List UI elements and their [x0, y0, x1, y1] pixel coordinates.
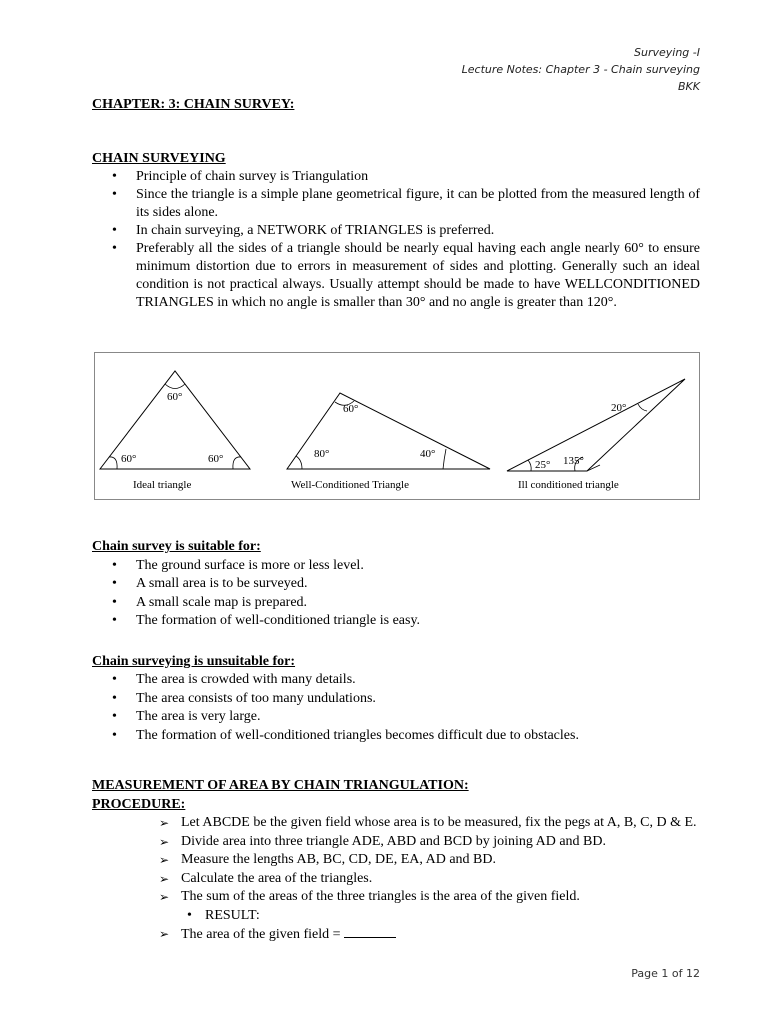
ill-triangle — [507, 379, 685, 471]
procedure-heading: PROCEDURE: — [92, 796, 186, 812]
ill-caption: Ill conditioned triangle — [518, 479, 619, 491]
ill-arc-left — [528, 460, 531, 471]
ideal-right-angle: 60° — [208, 453, 224, 465]
list-item: • The area consists of too many undulations. — [92, 690, 700, 709]
list-item: ➢ The sum of the areas of the three triangles is the area of the given field. — [92, 888, 700, 907]
well-top-angle: 60° — [343, 403, 359, 415]
suitable-heading: Chain survey is suitable for: — [92, 539, 261, 554]
ill-left-angle: 25° — [535, 459, 551, 471]
list-item: • The formation of well-conditioned triangle is easy. — [92, 612, 700, 631]
list-item: ➢ Let ABCDE be the given field whose area is to be measured, fix the pegs at A, B, C, D & E. — [92, 814, 700, 833]
chapter-title: CHAPTER: 3: CHAIN SURVEY: — [92, 97, 295, 112]
procedure-steps — [92, 814, 700, 907]
ideal-arc-left — [109, 457, 117, 469]
chain-surveying-list — [92, 168, 700, 312]
well-right-angle: 40° — [420, 448, 436, 460]
page-number: Page 1 of 12 — [631, 967, 700, 980]
list-item: • The area is crowded with many details. — [92, 671, 700, 690]
answer-blank — [344, 925, 396, 938]
list-item — [92, 925, 700, 945]
chain-surveying-block — [92, 150, 700, 312]
list-item: • A small scale map is prepared. — [92, 594, 700, 613]
lower-section — [92, 538, 700, 945]
ideal-caption: Ideal triangle — [133, 479, 192, 491]
ill-arc-top — [638, 404, 647, 411]
ill-mid-angle: 135° — [563, 455, 584, 467]
unsuitable-list — [92, 671, 700, 745]
list-item: • In chain surveying, a NETWORK of TRIANGLES is preferred. — [92, 222, 700, 240]
page-header — [462, 44, 700, 95]
list-item: • The ground surface is more or less level. — [92, 557, 700, 576]
triangles-diagram — [95, 353, 699, 499]
final-step-list — [92, 925, 700, 945]
result-label: • RESULT: — [92, 907, 700, 926]
list-item: ➢ Measure the lengths AB, BC, CD, DE, EA, AD and BD. — [92, 851, 700, 870]
triangles-figure — [94, 352, 700, 500]
well-left-angle: 80° — [314, 448, 330, 460]
measurement-heading: MEASUREMENT OF AREA BY CHAIN TRIANGULATION: — [92, 778, 469, 793]
list-item: • Preferably all the sides of a triangle should be nearly equal having each angle nearly 60° to ensure minimum distortion due to errors in measurement of sides and plotting. Generally such an ideal condition is not practical always. Usually attempt should be made to have WELLCONDITIONED TRIANGLES in which no angle is smaller than 30° and no angle is greater than 120°. — [92, 240, 700, 312]
well-caption: Well-Conditioned Triangle — [291, 479, 409, 491]
header-course: Surveying -I — [634, 46, 700, 59]
well-arc-left — [296, 456, 302, 469]
ideal-arc-right — [233, 457, 241, 469]
list-item: • The formation of well-conditioned triangles becomes difficult due to obstacles. — [92, 727, 700, 746]
final-step-text: The area of the given field = — [181, 927, 341, 942]
well-arc-right — [443, 449, 446, 469]
list-item: • Since the triangle is a simple plane geometrical figure, it can be plotted from the measured length of its sides alone. — [92, 186, 700, 222]
unsuitable-block — [92, 653, 700, 746]
chain-surveying-heading: CHAIN SURVEYING — [92, 151, 226, 166]
list-item: ➢ Calculate the area of the triangles. — [92, 870, 700, 889]
intro-section — [92, 96, 700, 312]
header-author: BKK — [678, 80, 700, 93]
suitable-list — [92, 557, 700, 631]
ideal-arc-top — [165, 384, 185, 389]
list-item: • Principle of chain survey is Triangulation — [92, 168, 700, 186]
measurement-block — [92, 777, 700, 945]
ideal-left-angle: 60° — [121, 453, 137, 465]
ill-top-angle: 20° — [611, 402, 627, 414]
list-item: • A small area is to be surveyed. — [92, 575, 700, 594]
unsuitable-heading: Chain surveying is unsuitable for: — [92, 653, 296, 669]
ill-extension-line — [587, 465, 600, 471]
list-item: • The area is very large. — [92, 708, 700, 727]
list-item: ➢ Divide area into three triangle ADE, ABD and BCD by joining AD and BD. — [92, 833, 700, 852]
ideal-top-angle: 60° — [167, 391, 183, 403]
header-lecture: Lecture Notes: Chapter 3 - Chain surveying — [461, 63, 700, 76]
